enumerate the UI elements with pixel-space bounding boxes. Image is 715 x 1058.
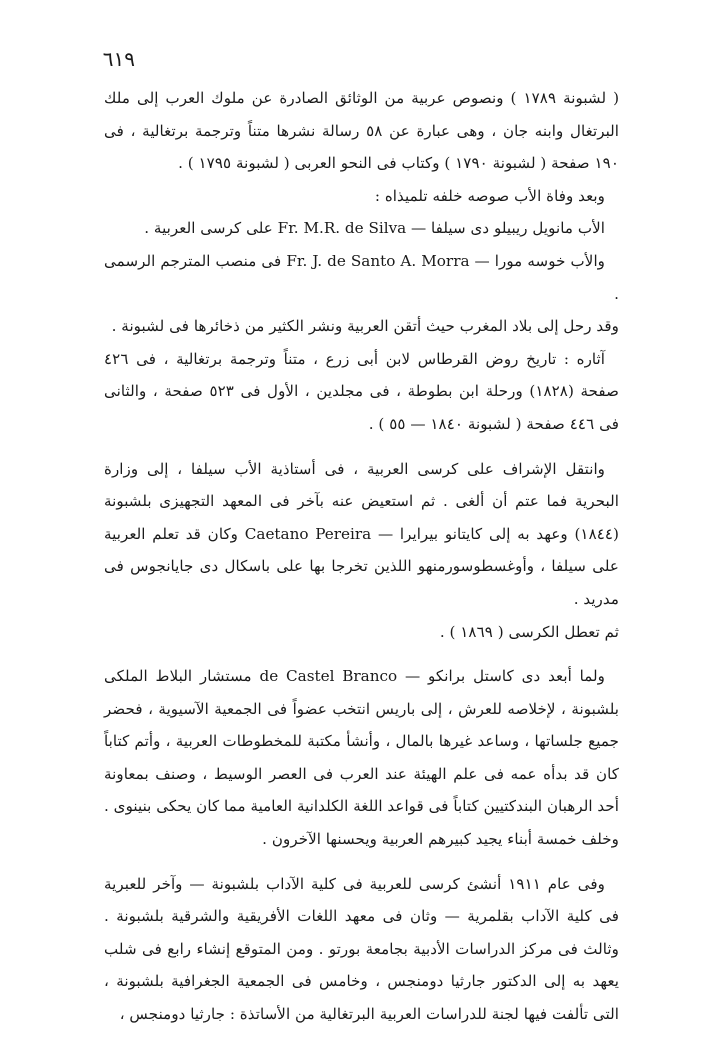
paragraph-chair-suspended: ثم تعطل الكرسى ( ١٨٦٩ ) . (439, 622, 619, 641)
paragraph-morra: والأب خوسه مورا — Fr. J. de Santo A. Morra فى منصب المترجم الرسمى . (104, 251, 619, 303)
paragraph-1911-chairs: وفى عام ١٩١١ أنشئ كرسى للعربية فى كلية الآداب بلشبونة — وآخر للعبرية فى كلية الآداب بقلمرية — وثان فى معهد اللغات الأفريقية والشرقية بلشبونة . وثالث فى مركز الدراسات الأدبية بجامعة بورتو . ومن المتوقع إنشاء رابع فى شلب يعهد به إلى الدكتور جارثيا دومنجس ، وخامس فى الجمعية الجغرافية بلشبونة ، التى تألفت فيها لجنة للدراسات العربية البرتغالية من الأساتذة : جارثيا دومنجس ، (104, 874, 619, 1024)
page-number: ٦١٩ (102, 47, 135, 71)
body-text (104, 82, 619, 1031)
paragraph-works: آثاره : تاريخ روض القرطاس لابن أبى زرع ، متناً وترجمة برتغالية ، فى ٤٢٦ صفحة (١٨٢٨) ورحلة ابن بطوطة ، فى مجلدين ، الأول فى ٥٢٣ صفحة ، والثانى فى ٤٤٦ صفحة ( لشبونة ١٨٤٠ — ٥٥ ) . (104, 349, 620, 433)
paragraph-morocco-travel: وقد رحل إلى بلاد المغرب حيث أتقن العربية ونشر الكثير من ذخائرها فى لشبونة . (111, 317, 619, 336)
paragraph-chair-transfer: وانتقل الإشراف على كرسى العربية ، فى أستاذية الأب سيلفا ، إلى وزارة البحرية فما عتم أن ألغى . ثم استعيض عنه بآخر فى المعهد التجهيزى بلشبونة (١٨٤٤) وعهد به إلى كايتانو بيرايرا — Caetano Pereira وكان قد تعلم العربية على سيلفا ، وأوغسطوسورمنهو اللذين تخرجا بها على باسكال دى جايانجوس فى مدريد . (104, 459, 619, 608)
paragraph-silva: الأب مانويل ريبيلو دى سيلفا — Fr. M.R. de Silva على كرسى العربية . (144, 219, 605, 238)
paragraph-castel-branco: ولما أبعد دى كاستل برانكو — de Castel Branco مستشار البلاط الملكى بلشبونة ، لإخلاصه للعرش ، إلى باريس انتخب عضواً فى الجمعية الآسيوية ، فحضر جميع جلساتها ، وساعد غيرها بالمال ، وأنشأ مكتبة للمخطوطات العربية ، وأتم كتاباً كان قد بدأه عمه فى علم الهيئة عند العرب فى العصر الوسيط ، وصنف بمعاونة أحد الرهبان البندكتيين كتاباً فى قواعد اللغة الكلدانية العامية مما كان يحكى بنينوى . وخلف خمسة أبناء يجيد كبيرهم العربية ويحسنها الآخرون . (104, 667, 619, 849)
paragraph-successors-intro: وبعد وفاة الأب صوصه خلفه تلميذاه : (374, 186, 605, 205)
paragraph-sousa-works: ( لشبونة ١٧٨٩ ) ونصوص عربية من الوثائق الصادرة عن ملوك العرب إلى ملك البرتغال وابنه جان ، وهى عبارة عن ٥٨ رسالة نشرها متناً وترجمة برتغالية ، فى ١٩٠ صفحة ( لشبونة ١٧٩٠ ) وكتاب فى النحو العربى ( لشبونة ١٧٩٥ ) . (104, 89, 619, 173)
